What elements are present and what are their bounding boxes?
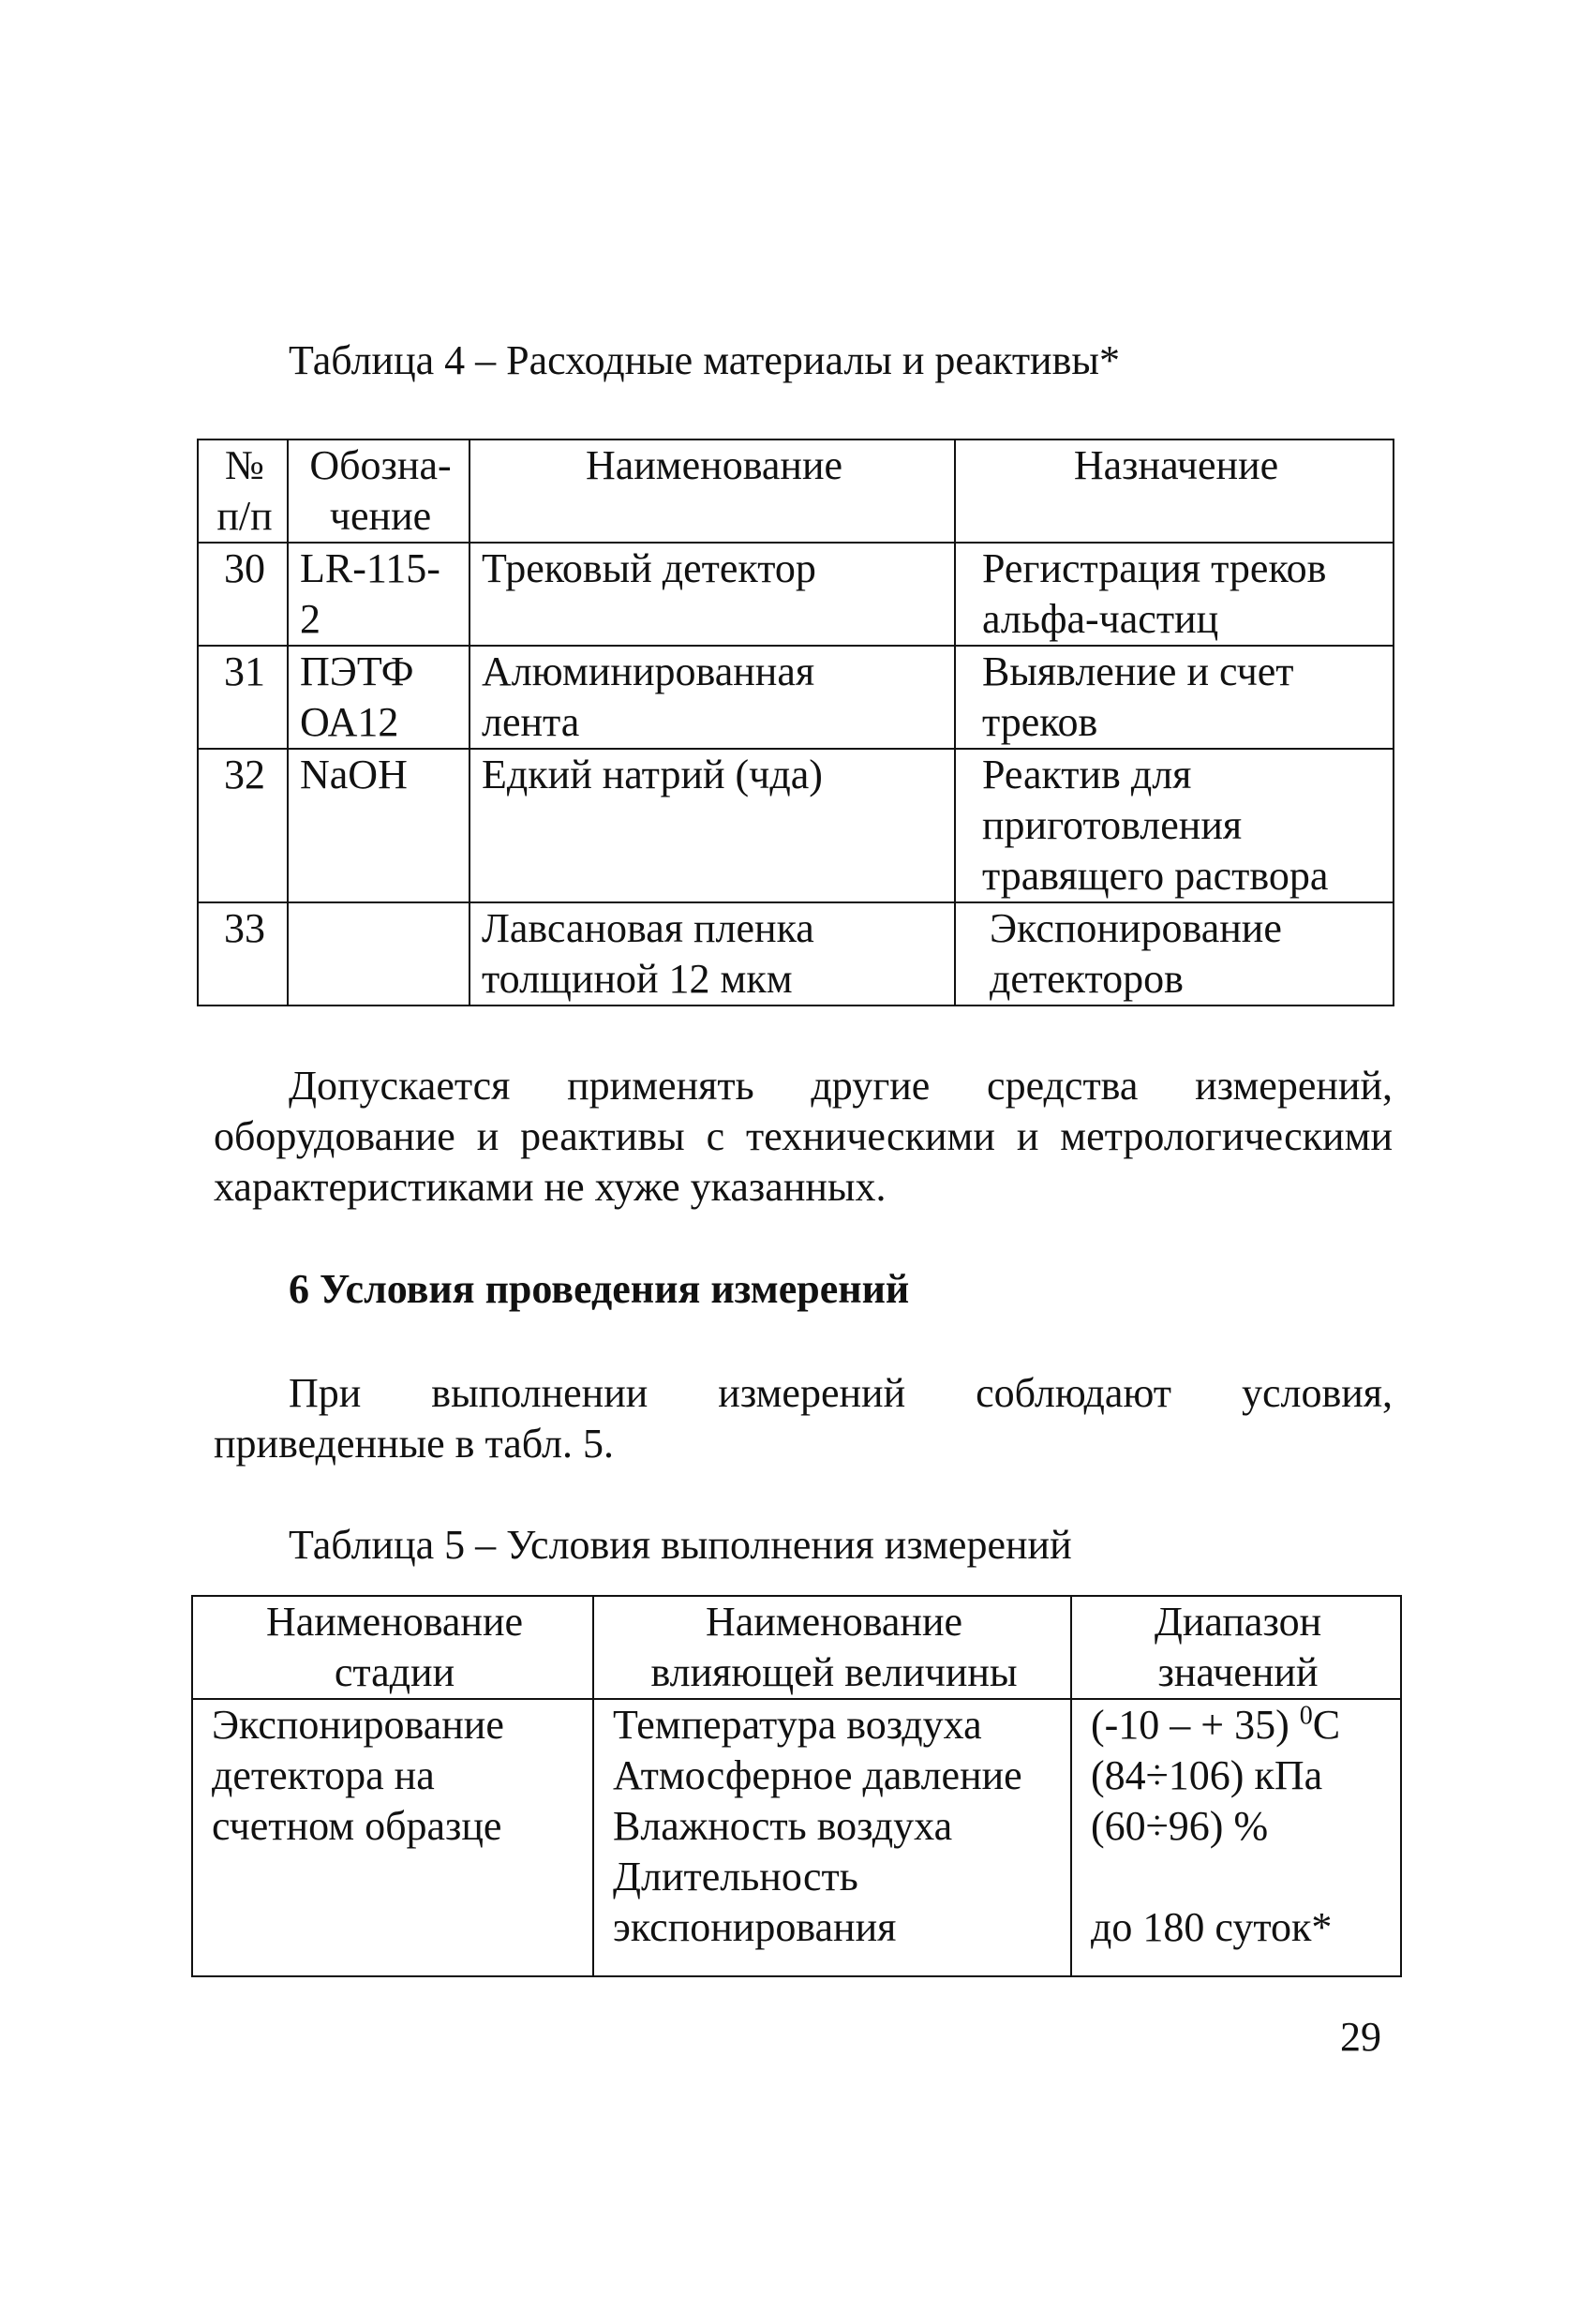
range-values: (84÷106) кПа (60÷96) % до 180 суток* [1091, 1752, 1333, 1950]
row-name: Алюминированная лента [470, 646, 955, 749]
body-paragraph: Допускается применять другие средства измерений, оборудование и реактивы с техническими и метрологическими характеристиками не хуже указанных. [214, 1063, 1393, 1210]
page-number: 29 [1340, 2014, 1381, 2060]
range-cell [1071, 1699, 1401, 1976]
table4-header-designation: Обозна- чение [288, 439, 470, 543]
stage-cell: Экспонирование детектора на счетном образце [192, 1699, 593, 1976]
table5 [191, 1595, 1402, 1977]
table5-header-stage: Наименование стадии [192, 1596, 593, 1699]
table4 [197, 439, 1394, 1006]
table-row [198, 543, 1394, 646]
row-purpose: Выявление и счет треков [955, 646, 1394, 749]
row-number: 31 [198, 646, 288, 749]
row-number: 33 [198, 902, 288, 1006]
row-designation: LR-115- 2 [288, 543, 470, 646]
section-heading: 6 Условия проведения измерений [289, 1266, 910, 1312]
row-purpose: Регистрация треков альфа-частиц [955, 543, 1394, 646]
row-number: 30 [198, 543, 288, 646]
body-paragraph: При выполнении измерений соблюдают условия, приведенные в табл. 5. [214, 1370, 1393, 1467]
table-row [198, 749, 1394, 902]
table4-header-row [198, 439, 1394, 543]
table5-header-range: Диапазон значений [1071, 1596, 1401, 1699]
row-purpose: Реактив для приготовления травящего раствора [955, 749, 1394, 902]
table-row [198, 646, 1394, 749]
range-temperature: (-10 – + 35) $^0$C [1091, 1701, 1341, 1748]
table5-header-row [192, 1596, 1401, 1699]
row-name: Трековый детектор [470, 543, 955, 646]
table5-header-quantity: Наименование влияющей величины [593, 1596, 1071, 1699]
table5-caption: Таблица 5 – Условия выполнения измерений [289, 1522, 1072, 1568]
row-name: Лавсановая пленка толщиной 12 мкм [470, 902, 955, 1006]
row-designation [288, 902, 470, 1006]
table4-header-purpose: Назначение [955, 439, 1394, 543]
row-number: 32 [198, 749, 288, 902]
table-row [192, 1699, 1401, 1976]
row-designation: NaOH [288, 749, 470, 902]
row-designation: ПЭТФ ОА12 [288, 646, 470, 749]
table-row [198, 902, 1394, 1006]
row-purpose: Экспонирование детекторов [955, 902, 1394, 1006]
table4-header-number: № п/п [198, 439, 288, 543]
row-name: Едкий натрий (чда) [470, 749, 955, 902]
table4-caption: Таблица 4 – Расходные материалы и реактивы* [289, 337, 1120, 383]
table4-header-name: Наименование [470, 439, 955, 543]
quantity-cell: Температура воздуха Атмосферное давление Влажность воздуха Длительность экспонирования [593, 1699, 1071, 1976]
